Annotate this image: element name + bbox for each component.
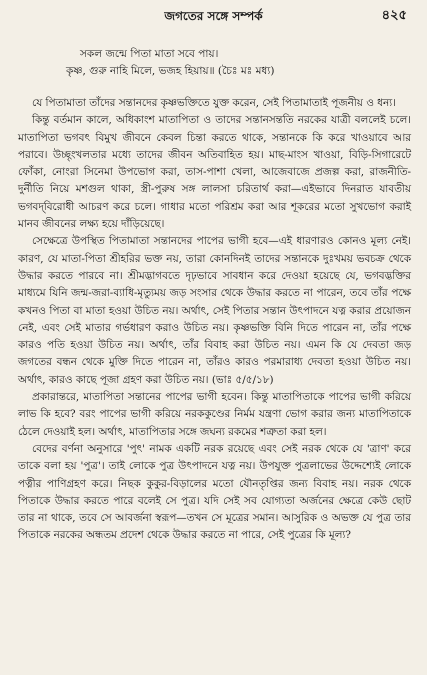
paragraph: যে পিতামাতা তাঁদের সন্তানদের কৃষ্ণভক্তিতে যুক্ত করেন, সেই পিতামাতাই পূজনীয় ও ধন্য। — [32, 97, 396, 109]
body-text — [18, 95, 411, 545]
verse-line-1: সকল জন্মে পিতা মাতা সবে পায়। — [80, 48, 219, 60]
paragraph: কিন্তু বর্তমান কালে, অধিকাংশ মাতাপিতা ও তাদের সন্তানসন্ততি নরকের যাত্রী বললেই চলে। মাতাপিতা ভগবৎ বিমুখ জীবনে কেবল চিন্তা করতে থাকে, সন্তানকে কি করে খাওয়াবে আর পরাবে। উচ্ছৃংখলতার মধ্যে তাদের জীবন অতিবাহিত হয়। মাছ-মাংস খাওয়া, বিড়ি-সিগারেটে ফোঁকা, নোংরা সিনেমা উপভোগ করা, তাস-পাশা খেলা, আজেবাজে প্রজল্প করা, রাজনীতি-দুর্নীতি নিয়ে মশগুল থাকা, স্ত্রী-পুরুষ সঙ্গ লালসা চরিতার্থ করা—এইভাবে দিনরাত যাবতীয় ভগবদ্‌বিরোধী আচরণ করে চলে। গাধার মতো পরিশ্রম করা আর শূকরের মতো সুখভোগ করাই মানব জীবনের লক্ষ্য হয়ে দাঁড়িয়েছে। — [18, 114, 411, 231]
chapter-title: জগতের সঙ্গে সম্পর্ক — [164, 9, 263, 23]
verse-block — [0, 46, 427, 80]
verse-reference: (চৈঃ মঃ মধ্য) — [217, 65, 275, 77]
page-header — [0, 6, 427, 28]
paragraph: সেক্ষেত্রে উপস্থিত পিতামাতা সন্তানদের পাপের ভাগী হবে—এই ধারণারও কোনও মূল্য নেই। কারণ, যে মাতা-পিতা শ্রীহরির ভক্ত নয়, তারা কোনদিনই তাদের সন্তানকে দুঃখময় ভবচক্র থেকে উদ্ধার করতে পারবে না। শ্রীমদ্ভাগবতে দৃঢ়ভাবে সাবধান করে দেওয়া হয়েছে যে, ভগবদ্ভক্তির মাধ্যমে যিনি জন্ম-জরা-ব্যাধি-মৃত্যুময় জড় সংসার থেকে উদ্ধার করতে না পারেন, তবে তাঁর পক্ষে কখনও পিতা বা মাতা হওয়া উচিত নয়। অর্থাৎ, সেই পিতার সন্তান উৎপাদনে যত্ন করার প্রয়োজন নেই, এবং সেই মাতার গর্ভধারণ করাও উচিত নয়। কৃষ্ণভক্তি বিনি দিতে পারেন না, তাঁর পক্ষে কারও পতি হওয়া উচিত নয়। অর্থাৎ, তাঁর বিবাহ করা উচিত নয়। এমন কি যে দেবতা জড় জগতের বন্ধন থেকে মুক্তি দিতে পারেন না, তাঁরও কারও পরমারাধ্য দেবতা হওয়া উচিত নয়। অর্থাৎ, কারও কাছে পূজা গ্রহণ করা উচিত নয়। (ভাঃ ৫/৫/১৮) — [18, 235, 411, 386]
verse-line-2-text: কৃষ্ণ, গুরু নাহি মিলে, ভজহ হিয়ায়॥ — [66, 65, 215, 77]
paragraph: বেদের বর্ণনা অনুসারে 'পুৎ' নামক একটি নরক রয়েছে এবং সেই নরক থেকে যে 'ত্রাণ' করে তাকে বলা হয় 'পুত্র'। তাই লোকে পুত্র উৎপাদনে যত্ন নয়। উপযুক্ত পুত্রলাভের উদ্দেশ্যেই লোকে পত্নীর পাণিগ্রহণ করে। নিছক কুকুর-বিড়ালের মতো যৌনতৃপ্তির জন্য বিবাহ নয়। নরক থেকে পিতাকে উদ্ধার করতে পারে বলেই সে পুত্র। যদি সেই সব যোগ্যতা অর্জনের ক্ষেত্রে কেউ ছোট তার না থাকে, তবে সে আবর্জনা স্বরূপ—তখন সে মূত্রের সমান। আসুরিক ও অভক্ত যে পুত্র তার পিতাকে নরকের অন্ধতম প্রদেশ থেকে উদ্ধার করতে না পারে, সেই পুত্রের কি মূল্য? — [18, 442, 411, 542]
paragraph: প্রকারান্তরে, মাতাপিতা সন্তানের পাপের ভাগী হবেন। কিন্তু মাতাপিতাকে পাপের ভাগী করিয়ে লাভ কি হবে? বরং পাপের ভাগী করিয়ে নরককুণ্ডের নির্মম যন্ত্রণা ভোগ করার জন্য মাতাপিতাকে ঠেলে দেওয়াই হল। অর্থাৎ, মাতাপিতার সঙ্গে জঘন্য রকমের শত্রুতা করা হল। — [18, 391, 411, 438]
page-number: ৪২৫ — [381, 8, 407, 23]
verse-line-2 — [0, 63, 427, 80]
